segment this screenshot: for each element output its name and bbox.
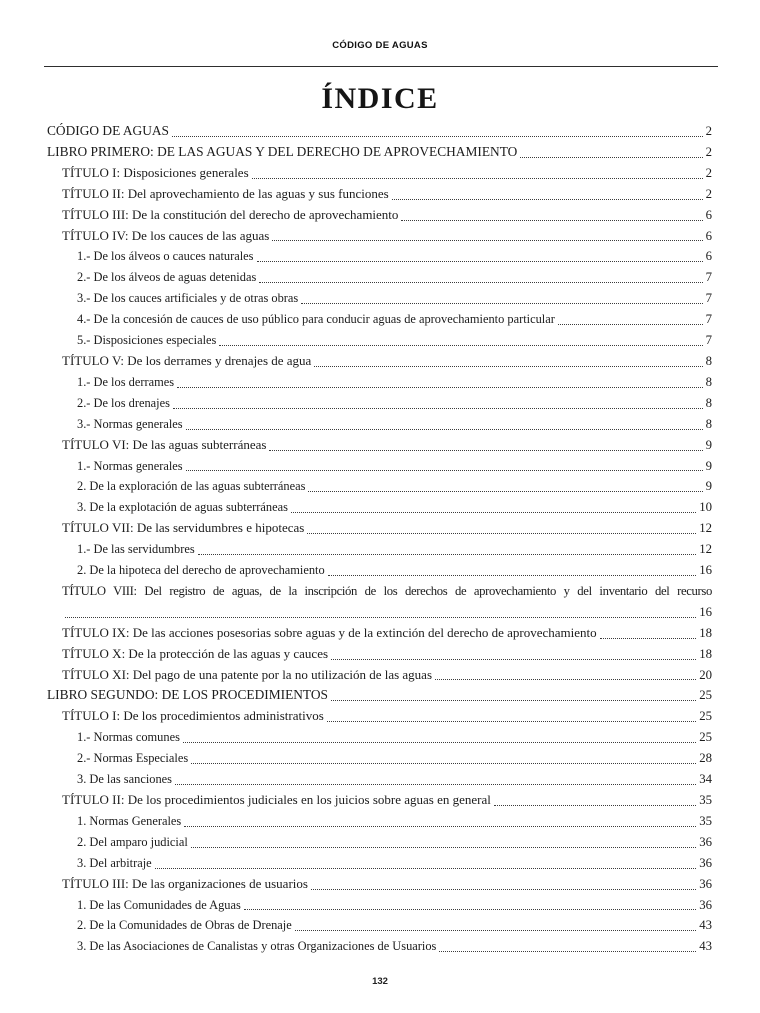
- dot-leader: [181, 811, 699, 832]
- toc-entry-page-number: 6: [705, 228, 712, 243]
- dot-leader: [180, 727, 699, 748]
- toc-entry: [47, 330, 712, 351]
- toc-entry: [47, 811, 712, 832]
- toc-list: [47, 121, 712, 957]
- toc-entry-text: TÍTULO VII: De las servidumbres e hipotecas: [62, 520, 305, 536]
- toc-entry: [47, 832, 712, 853]
- dot-leader: [188, 748, 699, 769]
- dot-leader: [254, 246, 706, 267]
- toc-entry-text: 2.- De los álveos de aguas detenidas: [77, 270, 257, 285]
- toc-entry-text: 2. De la exploración de las aguas subterráneas: [77, 479, 306, 494]
- toc-entry-text: TÍTULO X: De la protección de las aguas y cauces: [62, 645, 329, 661]
- toc-entry-text: 1.- De las servidumbres: [77, 542, 195, 557]
- toc-entry-page-number: 35: [699, 813, 712, 828]
- toc-entry: [47, 184, 712, 205]
- toc-entry-text: CÓDIGO DE AGUAS: [47, 123, 170, 138]
- toc-entry-page-number: 12: [699, 542, 712, 557]
- dot-leader: [249, 163, 706, 184]
- footer-page-number: 132: [372, 976, 388, 987]
- toc-entry-page-number: 10: [699, 500, 712, 515]
- dot-leader: [305, 476, 705, 497]
- toc-entry: [47, 435, 712, 456]
- page-title: ÍNDICE: [321, 82, 439, 115]
- toc-entry-text: TÍTULO V: De los derrames y drenajes de agua: [62, 352, 312, 368]
- toc-entry: [47, 142, 712, 163]
- toc-entry-text: 1.- De los álveos o cauces naturales: [77, 249, 254, 264]
- toc-entry-text: TÍTULO I: Disposiciones generales: [62, 164, 249, 180]
- toc-entry: [47, 727, 712, 748]
- dot-leader: [174, 372, 706, 393]
- dot-leader: [328, 644, 699, 665]
- toc-entry: [47, 769, 712, 790]
- toc-entry-page-number: 34: [699, 772, 712, 787]
- toc-entry-page-number: 20: [699, 667, 712, 682]
- toc-entry-page-number: 7: [705, 312, 712, 327]
- toc-entry-page-number: 2: [705, 144, 712, 159]
- toc-entry: [47, 748, 712, 769]
- toc-entry-text: TÍTULO II: Del aprovechamiento de las aguas y sus funciones: [62, 185, 389, 201]
- toc-entry-text: 3. De las sanciones: [77, 772, 172, 787]
- dot-leader: [436, 936, 699, 957]
- toc-entry-page-number: 36: [699, 876, 712, 891]
- header-rule: [44, 66, 718, 67]
- dot-leader: [432, 665, 699, 686]
- toc-entry: [47, 518, 712, 539]
- toc-entry-page-number: 6: [705, 207, 712, 222]
- toc-entry-text: TÍTULO II: De los procedimientos judiciales en los juicios sobre aguas en general: [62, 792, 491, 807]
- dot-leader: [62, 602, 699, 623]
- toc-entry-text: 1.- Normas generales: [77, 458, 183, 473]
- toc-entry-text: TÍTULO IX: De las acciones posesorias sobre aguas y de la extinción del derecho de aprovechamiento: [62, 624, 597, 640]
- toc-entry: [47, 267, 712, 288]
- toc-entry: [47, 372, 712, 393]
- toc-entry: [47, 790, 712, 811]
- toc-entry-text: 3.- Normas generales: [77, 416, 183, 431]
- toc-entry-page-number: 28: [699, 751, 712, 766]
- toc-entry-text: TÍTULO III: De la constitución del derecho de aprovechamiento: [62, 206, 399, 222]
- toc-entry: [47, 205, 712, 226]
- toc-entry: [47, 895, 712, 916]
- dot-leader: [324, 706, 699, 727]
- dot-leader: [298, 288, 705, 309]
- toc-entry-text: 5.- Disposiciones especiales: [77, 333, 217, 348]
- dot-leader: [195, 539, 700, 560]
- dot-leader: [183, 414, 706, 435]
- dot-leader: [389, 184, 706, 205]
- toc-entry: [47, 936, 712, 957]
- toc-entry-text: 1. Normas Generales: [77, 813, 182, 828]
- dot-leader: [491, 790, 699, 811]
- dot-leader: [555, 309, 706, 330]
- dot-leader: [325, 560, 700, 581]
- toc-entry-text: 3. De las Asociaciones de Canalistas y otras Organizaciones de Usuarios: [77, 939, 437, 954]
- dot-leader: [241, 895, 699, 916]
- toc-entry-page-number: 35: [699, 793, 712, 807]
- dot-leader: [183, 456, 706, 477]
- toc-entry-page-number: 7: [705, 291, 712, 306]
- dot-leader: [256, 267, 705, 288]
- toc-entry-text: 1.- Normas comunes: [77, 730, 180, 745]
- toc-entry-page-number: 18: [699, 625, 712, 640]
- toc-entry-page-number: 2: [705, 186, 712, 201]
- toc-entry-page-number: 9: [705, 437, 712, 452]
- toc-entry-text: 1.- De los derrames: [77, 374, 175, 389]
- toc-entry-text: LIBRO SEGUNDO: DE LOS PROCEDIMIENTOS: [47, 687, 328, 703]
- dot-leader: [292, 915, 700, 936]
- toc-entry-page-number: 25: [699, 730, 712, 745]
- toc-entry-text: 2. De la Comunidades de Obras de Drenaje: [77, 918, 292, 933]
- toc-entry: [47, 623, 712, 644]
- toc-entry-page-number: 2: [705, 165, 712, 180]
- toc-entry-text: TÍTULO IV: De los cauces de las aguas: [62, 227, 270, 243]
- toc-entry-page-number: 9: [705, 458, 712, 473]
- dot-leader: [328, 685, 699, 706]
- toc-entry-page-number: 43: [699, 939, 712, 954]
- dot-leader: [169, 121, 706, 142]
- running-header: CÓDIGO DE AGUAS: [332, 40, 428, 51]
- dot-leader: [269, 226, 705, 247]
- toc-entry: [47, 246, 712, 267]
- toc-entry-page-number: 7: [705, 333, 712, 348]
- toc-entry-page-number: 18: [699, 646, 712, 661]
- toc-entry-text: 2. Del amparo judicial: [77, 834, 188, 849]
- toc-entry-text: 4.- De la concesión de cauces de uso público para conducir aguas de aprovechamiento particular: [77, 312, 555, 327]
- toc-entry-page-number: 16: [699, 604, 712, 619]
- toc-entry-text: 3. De la explotación de aguas subterráneas: [77, 500, 288, 515]
- toc-entry-text: TÍTULO VIII: Del registro de aguas, de la inscripción de los derechos de aprovechamiento y del inventario del recurso: [62, 583, 712, 598]
- dot-leader: [152, 853, 700, 874]
- toc-entry: [47, 915, 712, 936]
- toc-entry-page-number: 8: [705, 416, 712, 431]
- toc-entry-page-number: 36: [699, 834, 712, 849]
- toc-entry-page-number: 36: [699, 855, 712, 870]
- toc-entry: [47, 288, 712, 309]
- toc-entry-text: TÍTULO VI: De las aguas subterráneas: [62, 436, 267, 452]
- toc-entry-text: 2.- Normas Especiales: [77, 751, 189, 766]
- toc-entry: [47, 121, 712, 142]
- toc-entry-page-number: 12: [699, 521, 712, 536]
- toc-entry: [47, 560, 712, 581]
- toc-entry-text: TÍTULO I: De los procedimientos administrativos: [62, 708, 324, 724]
- toc-entry-page-number: 8: [705, 374, 712, 389]
- toc-entry-text: TÍTULO III: De las organizaciones de usuarios: [62, 875, 308, 891]
- toc-entry-text: 3. Del arbitraje: [77, 855, 152, 870]
- toc-entry: [47, 874, 712, 895]
- toc-entry-page-number: 43: [699, 918, 712, 933]
- toc-entry-text: TÍTULO XI: Del pago de una patente por la no utilización de las aguas: [62, 666, 433, 682]
- toc-entry-page-number: 36: [699, 897, 712, 912]
- toc-entry-page-number: 8: [705, 395, 712, 410]
- dot-leader: [308, 874, 699, 895]
- toc-entry: [47, 309, 712, 330]
- dot-leader: [170, 393, 706, 414]
- toc-entry-page-number: 16: [699, 563, 712, 578]
- dot-leader: [517, 142, 705, 163]
- toc-entry: [47, 393, 712, 414]
- toc-entry-page-number: 2: [705, 124, 712, 138]
- dot-leader: [266, 435, 705, 456]
- dot-leader: [304, 518, 699, 539]
- toc-entry: [47, 539, 712, 560]
- toc-entry: [47, 685, 712, 706]
- toc-entry: [47, 163, 712, 184]
- toc-entry-page-number: 7: [705, 270, 712, 285]
- dot-leader: [216, 330, 705, 351]
- toc-entry: [47, 456, 712, 477]
- dot-leader: [398, 205, 705, 226]
- toc-entry: [47, 853, 712, 874]
- toc-entry-text: 3.- De los cauces artificiales y de otras obras: [77, 291, 299, 306]
- toc-entry-text: LIBRO PRIMERO: DE LAS AGUAS Y DEL DERECHO DE APROVECHAMIENTO: [47, 143, 518, 159]
- toc-entry-text: 1. De las Comunidades de Aguas: [77, 897, 241, 912]
- toc-entry: [47, 665, 712, 686]
- toc-entry-page-number: 9: [705, 479, 712, 494]
- dot-leader: [188, 832, 699, 853]
- toc-entry: [47, 351, 712, 372]
- toc-entry: [47, 414, 712, 435]
- toc-entry-page-number: 25: [699, 688, 712, 703]
- toc-entry: [47, 581, 712, 623]
- toc-entry: [47, 226, 712, 247]
- toc-entry-page-number: 25: [699, 709, 712, 724]
- toc-entry-text: 2.- De los drenajes: [77, 395, 170, 410]
- dot-leader: [597, 623, 700, 644]
- toc-entry: [47, 476, 712, 497]
- dot-leader: [311, 351, 705, 372]
- toc-entry: [47, 706, 712, 727]
- toc-entry-text: 2. De la hipoteca del derecho de aprovechamiento: [77, 563, 325, 578]
- toc-entry: [47, 497, 712, 518]
- toc-entry-page-number: 8: [705, 353, 712, 368]
- dot-leader: [288, 497, 699, 518]
- dot-leader: [172, 769, 699, 790]
- toc-entry-page-number: 6: [705, 249, 712, 264]
- toc-entry: [47, 644, 712, 665]
